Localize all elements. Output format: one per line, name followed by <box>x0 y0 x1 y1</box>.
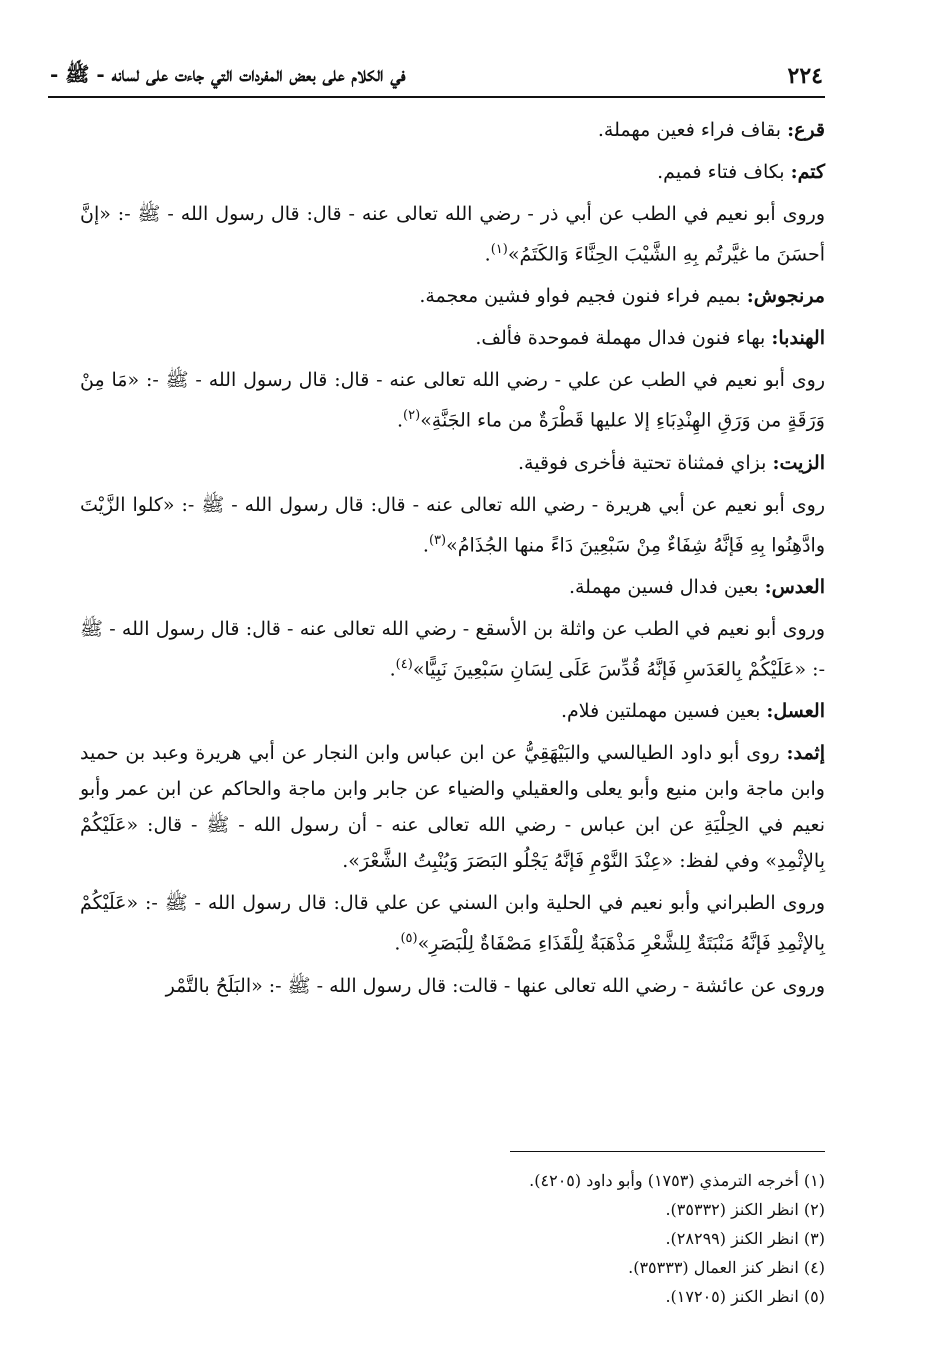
definition: بعين فسين مهملتين فلام. <box>561 700 767 723</box>
paragraph-text: روى أبو نعيم في الطب عن علي - رضي الله تعالى عنه - قال: قال رسول الله - ﷺ -: «مَا مِنْ وَرَقَةٍ من وَرَقِ الهِنْدِبَاءِ إلا عليها قَطْرَةٌ من ماء الجَنَّةِ» <box>80 369 825 432</box>
entry-katam <box>80 154 825 190</box>
definition: بكاف فتاء فميم. <box>657 161 791 183</box>
hadith-paragraph <box>80 362 825 438</box>
term: قرع: <box>787 119 825 141</box>
footnote-separator <box>510 1151 825 1152</box>
entry-asal <box>80 693 825 729</box>
footnote: (١) أخرجه الترمذي (١٧٥٣) وأبو داود (٤٢٠٥). <box>529 1171 825 1190</box>
entry-adas <box>80 569 825 605</box>
footnote: (٣) انظر الكنز (٢٨٢٩٩). <box>665 1229 825 1248</box>
footnote-ref: (٤) <box>395 656 413 672</box>
term: الهندبا: <box>771 327 825 350</box>
paragraph-text: روى أبو نعيم عن أبي هريرة - رضي الله تعالى عنه - قال: قال رسول الله - ﷺ -: «كلوا الزَّيْتَ وادَّهِنُوا بِهِ فَإنَّهُ شِفَاءٌ مِنْ سَبْعِينَ دَاءً منها الجُذَامُ» <box>80 493 825 556</box>
definition: بميم فراء فنون فجيم فواو فشين معجمة. <box>419 285 747 308</box>
footnotes <box>80 1166 825 1311</box>
paragraph-end: . <box>422 533 429 556</box>
page-number: ٢٢٤ <box>787 63 823 89</box>
term: العسل: <box>766 700 825 723</box>
term: إثمد: <box>786 742 825 765</box>
term: الزيت: <box>772 451 825 474</box>
paragraph-end: . <box>389 658 396 681</box>
hadith-paragraph <box>80 487 825 563</box>
definition: بزاي فمثناة تحتية فأخرى فوقية. <box>517 451 773 474</box>
definition: بعين فدال فسين مهملة. <box>568 575 765 598</box>
running-header <box>50 58 823 94</box>
hadith-paragraph <box>80 196 825 272</box>
definition: بقاف فراء فعين مهملة. <box>597 119 788 141</box>
footnote-ref: (٥) <box>400 931 418 947</box>
footnote: (٥) انظر الكنز (١٧٢٠٥). <box>665 1287 825 1306</box>
paragraph-text: وروى الطبراني وأبو نعيم في الحلية وابن السني عن علي قال: قال رسول الله - ﷺ -: «عَلَيْكُمْ بِالإثْمِدِ فَإنَّهُ مَنْبَتَةٌ لِلشَّعْرِ مَذْهَبَةٌ لِلْقَذَاءِ مَصْفَاةٌ لِلْبَصَرِ» <box>80 892 825 955</box>
footnote-ref: (١) <box>490 242 508 257</box>
paragraph-text: وروى عن عائشة - رضي الله تعالى عنها - قالت: قال رسول الله - ﷺ -: «البَلَحُ بالتَّمْر <box>165 974 825 997</box>
entry-marzanjush <box>80 278 825 314</box>
hadith-paragraph <box>80 968 825 1004</box>
term: مرنجوش: <box>746 285 825 308</box>
chapter-title: في الكلام على بعض المفردات التي جاءت على لسانه - ﷺ - <box>50 61 406 86</box>
footnote-ref: (٣) <box>428 532 447 548</box>
entry-qara <box>80 112 825 148</box>
term: كتم: <box>790 161 825 183</box>
entry-hindaba <box>80 320 825 356</box>
paragraph-text: وروى أبو نعيم في الطب عن واثلة بن الأسقع - رضي الله تعالى عنه - قال: قال رسول الله - ﷺ -: «عَلَيْكُمْ بِالعَدَسِ فَإنَّهُ قُدِّسَ عَلَى لِسَانِ سَبْعِينَ نَبِيًّا» <box>80 617 825 681</box>
header-rule <box>48 96 825 98</box>
entry-zayt <box>80 445 825 481</box>
hadith-paragraph <box>80 611 825 687</box>
footnote-ref: (٢) <box>403 408 421 424</box>
paragraph-end: . <box>397 409 404 432</box>
paragraph-text: روى أبو داود الطيالسي والبَيْهَقِيُّ عن ابن عباس وابن النجار عن أبي هريرة وعبد بن حميد وابن ماجة وابن منيع وأبو يعلى والعقيلي والضياء عن جابر وابن ماجة والحاكم عن ابن عمر وأبو نعيم في الحِلْيَةِ عن ابن عباس - رضي الله تعالى عنه - أن رسول الله - ﷺ - قال: «عَلَيْكُمْ بِالإثْمِدِ» وفي لفظ: «عِنْدَ النَّوْمِ فَإنَّهُ يَجْلُو البَصَرَ وَيُنْبِتُ الشَّعْرَ». <box>80 742 825 873</box>
footnote: (٤) انظر كنز العمال (٣٥٣٣٣). <box>628 1258 825 1277</box>
paragraph-end: . <box>484 243 491 266</box>
term: العدس: <box>764 575 825 598</box>
paragraph-end: . <box>394 932 401 955</box>
hadith-paragraph-ithmid <box>80 735 825 879</box>
definition: بهاء فنون فدال مهملة فموحدة فألف. <box>475 327 772 350</box>
paragraph-text: وروى أبو نعيم في الطب عن أبي ذر - رضي الله تعالى عنه - قال: قال رسول الله - ﷺ -: «إنَّ أحسَنَ ما غيَّرتُم بِهِ الشَّيْبَ الحِنَّاءَ وَالكَتَمُ» <box>80 203 825 266</box>
hadith-paragraph <box>80 885 825 961</box>
main-text <box>80 112 825 1010</box>
footnote: (٢) انظر الكنز (٣٥٣٣٢). <box>665 1200 825 1219</box>
